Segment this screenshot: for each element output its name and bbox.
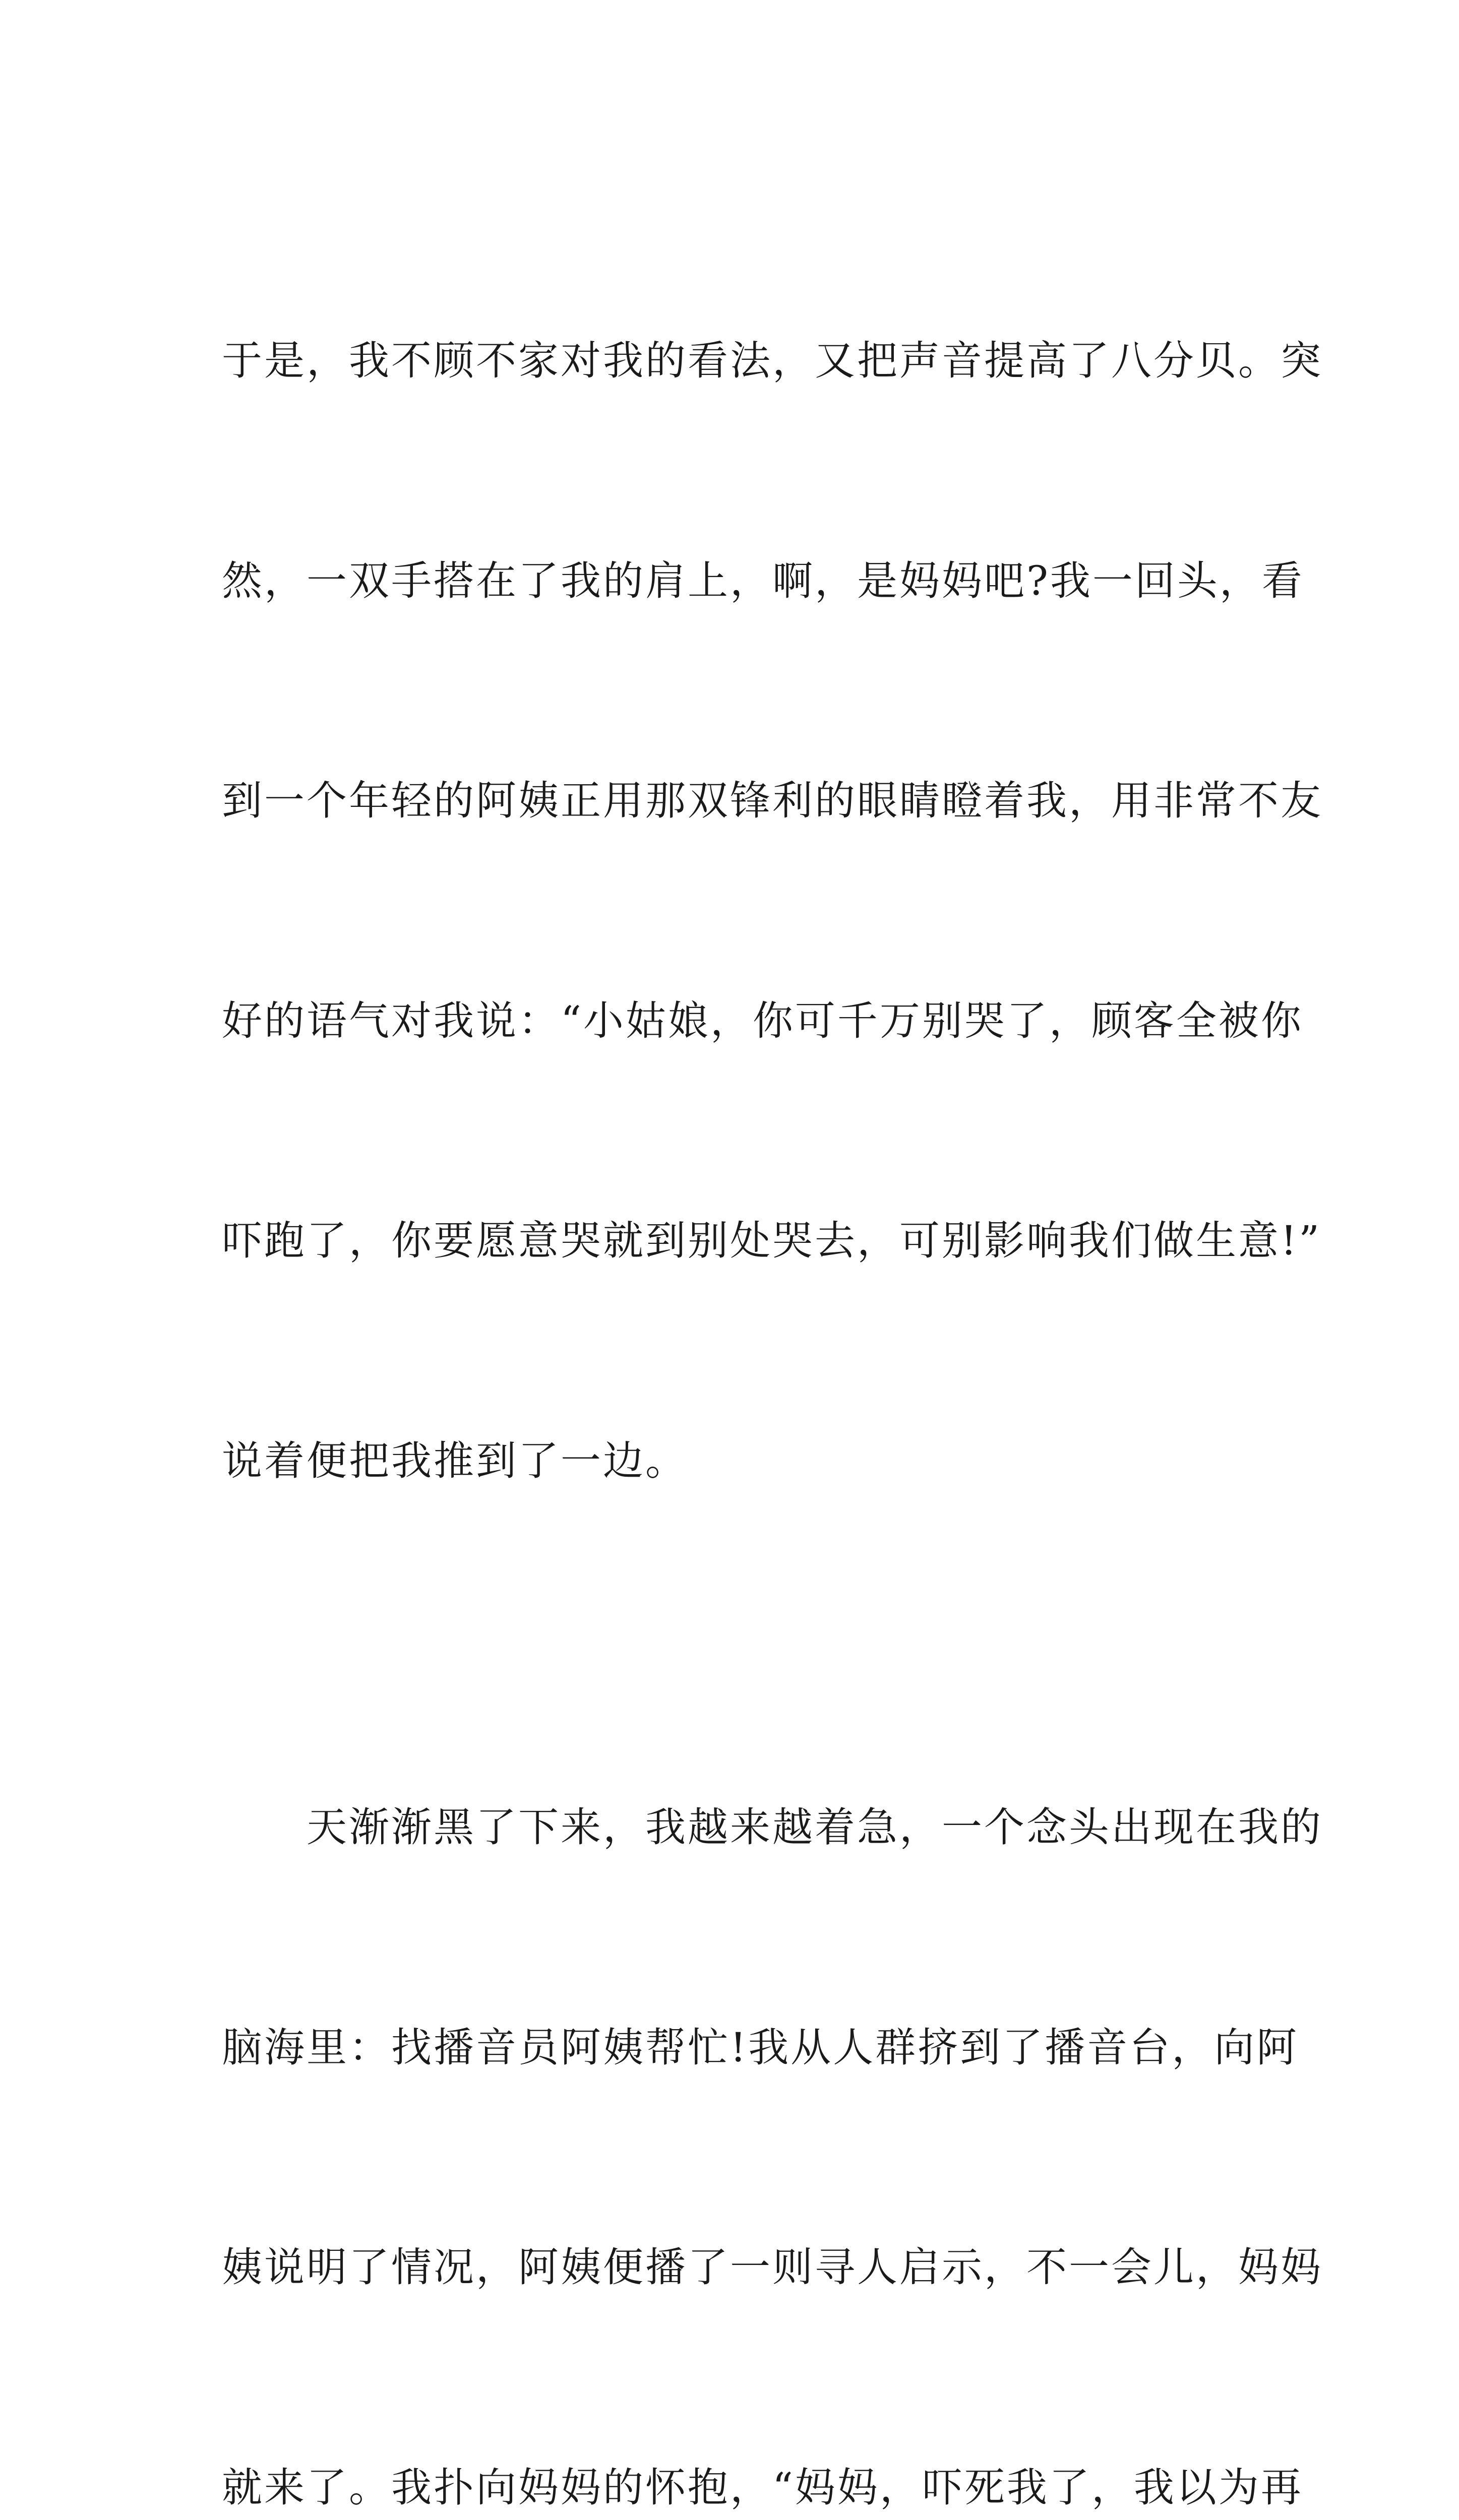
paragraph-2: [222, 1644, 1245, 2520]
text-line: 说着便把我推到了一边。: [222, 1424, 1245, 1498]
text-line: 到一个年轻的阿姨正用那双锋利的眼睛瞪着我，用非常不友: [222, 764, 1245, 838]
text-line: 脑海里：找播音员阿姨帮忙!我从人群挤到了播音台，向阿: [222, 2011, 1245, 2085]
text-line: 然，一双手搭在了我的肩上，啊，是妈妈吧?我一回头，看: [222, 544, 1245, 618]
text-line: 姨说明了情况，阿姨便播了一则寻人启示，不一会儿，妈妈: [222, 2231, 1245, 2304]
text-line: 就来了。我扑向妈妈的怀抱，“妈妈，吓死我了，我以为再: [222, 2451, 1245, 2520]
text-line: 好的语气对我说：“小姑娘，你可千万别哭了，顾客全被你: [222, 984, 1245, 1058]
text-line: 吓跑了，你要愿意哭就到别处哭去，可别影响我们做生意!”: [222, 1204, 1245, 1278]
text-line: 于是，我不顾不家对我的看法，又把声音提高了八分贝。突: [222, 324, 1245, 398]
paragraph-1: [222, 177, 1245, 1644]
text-line: 天渐渐黑了下来，我越来越着急，一个念头出现在我的: [222, 1791, 1245, 1864]
essay-body: [222, 177, 1245, 2520]
